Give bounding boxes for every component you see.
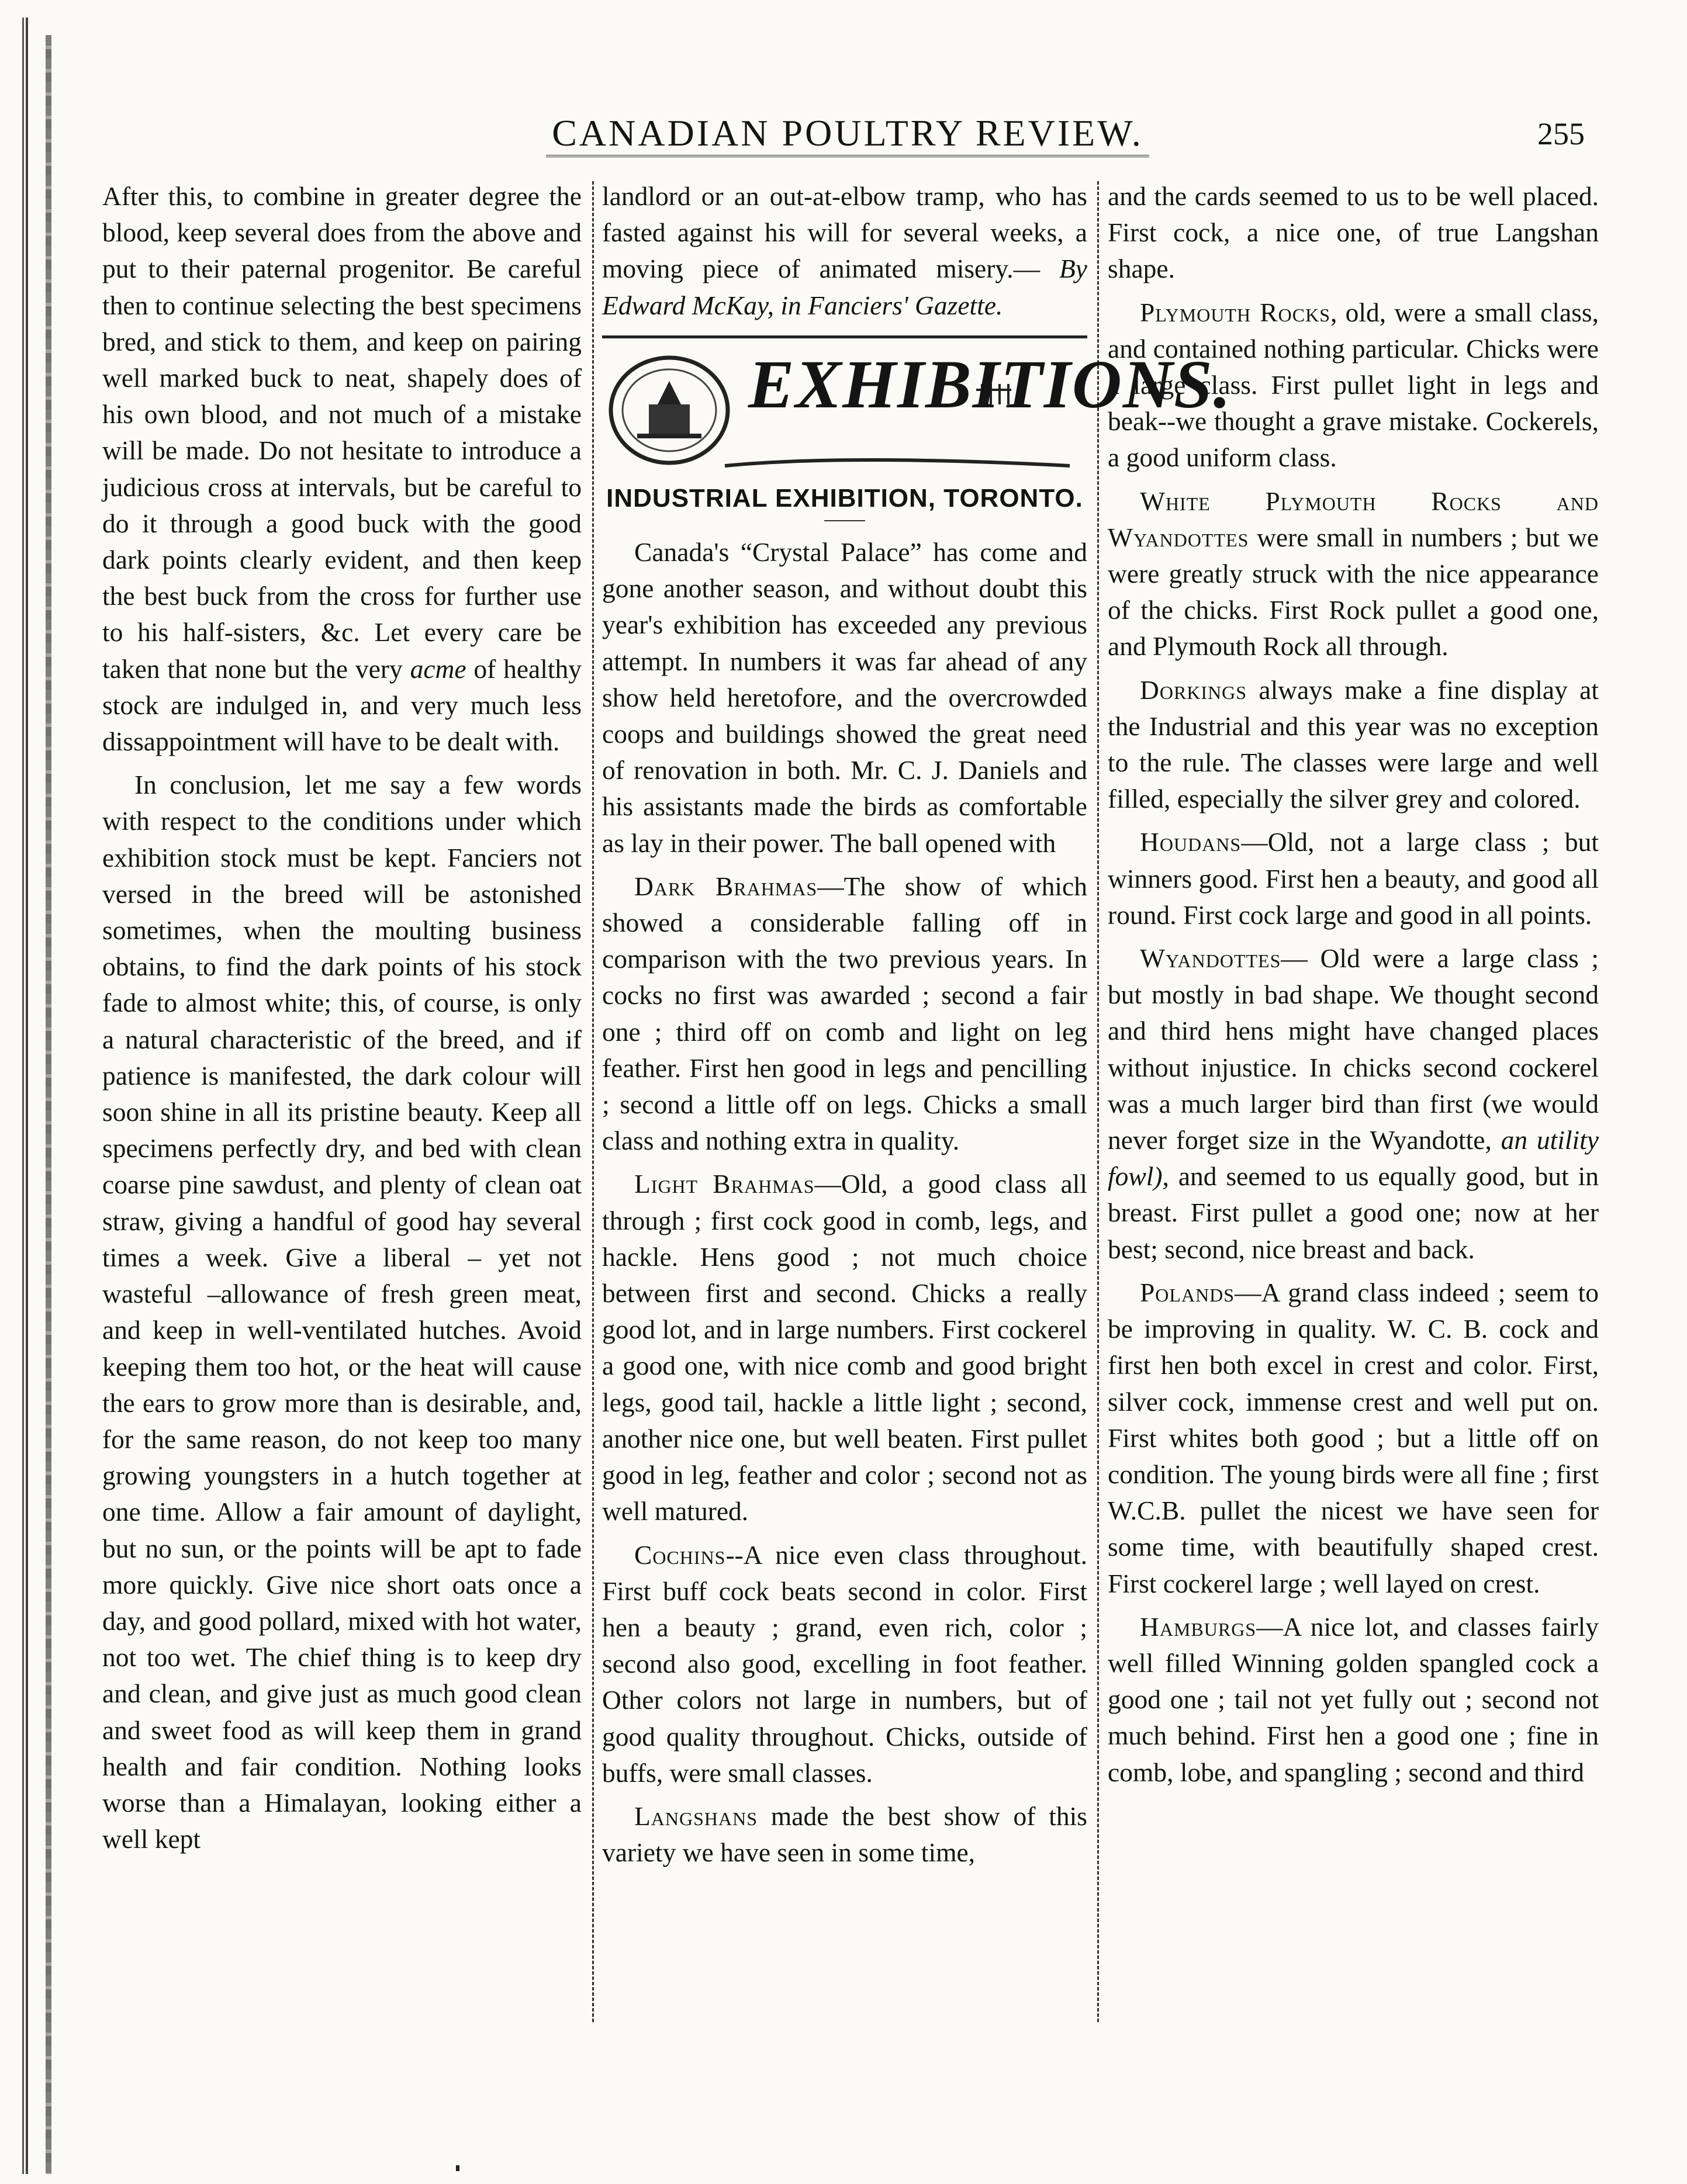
exhibitions-banner-title: EXHIBITIONS.	[748, 345, 1232, 423]
paragraph	[602, 1798, 1087, 1871]
section-heading: INDUSTRIAL EXHIBITION, TORONTO.	[606, 483, 1083, 513]
breed-label: Polands	[1140, 1277, 1235, 1307]
column-3	[1108, 178, 1599, 1798]
breed-label: Dorkings	[1140, 674, 1247, 705]
breed-label: Hamburgs	[1140, 1611, 1257, 1642]
paragraph-text: After this, to combine in greater degree the blood, keep several does from the above and put to their paternal progenitor. Be careful then to continue selecting the best specimens bred, and stick to them, and keep on pairing well marked buck to neat, shapely does of his own blood, and not much of a mistake will be made. Do not hesitate to introduce a judicious cross at intervals, but be careful to do it through a good buck with the good dark points clearly evident, and then keep the best buck from the cross for further use to his half-sisters, &c. Let every care be taken that none but the very	[102, 181, 582, 684]
paragraph	[102, 178, 582, 760]
paragraph	[602, 1166, 1087, 1529]
paragraph-text: , old, were a small class, and contained nothing particular. Chicks were a large class. First pullet light in legs and beak--we thought a grave mistake. Cockerels, a good uniform class.	[1108, 297, 1599, 473]
paragraph	[602, 868, 1087, 1160]
page-header	[552, 106, 1143, 162]
paragraph	[1108, 483, 1599, 665]
emphasis-text: an utility fowl),	[1108, 1125, 1599, 1192]
exhibitions-banner	[602, 345, 1232, 475]
paragraph-text: —The show of which showed a considerable falling off in comparison with the two previous years. In cocks no first was awarded ; second a fair one ; third off on comb and light on leg feather. First hen good in legs and pencilling ; second a little off on legs. Chicks a small class and nothing extra in quality.	[602, 871, 1087, 1156]
paragraph	[602, 178, 1087, 324]
breed-label: Light Brahmas	[634, 1169, 815, 1199]
paragraph	[1108, 672, 1599, 818]
paragraph-text: were small in numbers ; but we were greatly struck with the nice appearance of the chicks. First Rock pullet a good one, and Plymouth Rock all through.	[1108, 522, 1599, 662]
paragraph-text: made the best show of this variety we have seen in some time,	[602, 1801, 1088, 1868]
paragraph-text: landlord or an out-at-elbow tramp, who has fasted against his will for several weeks, a moving piece of animated misery.—	[602, 181, 1087, 284]
article-byline: By Edward McKay, in Fanciers' Gazette.	[602, 254, 1087, 320]
paragraph-text: always make a fine display at the Industrial and this year was no exception to the rule. The classes were large and well filled, especially the silver grey and colored.	[1108, 674, 1599, 814]
print-speck	[456, 2165, 459, 2171]
paragraph	[1108, 940, 1599, 1268]
breed-label: Plymouth Rocks	[1140, 297, 1331, 327]
breed-label: Dark Brahmas	[634, 871, 818, 901]
breed-label: Langshans	[634, 1801, 758, 1831]
paragraph-text: —A grand class indeed ; seem to be improving in quality. W. C. B. cock and first hen both excel in crest and color. First, silver cock, immense crest and well put on. First whites both good ; but a little off on condition. The young birds were all fine ; first W.C.B. pullet the nicest we have seen for some time, with beautifully shaped crest. First cockerel large ; well layed on crest.	[1108, 1277, 1599, 1598]
section-rule	[602, 335, 1087, 338]
paragraph: and the cards seemed to us to be well placed. First cock, a nice one, of true Langshan shape.	[1108, 181, 1599, 284]
paragraph-text: and seemed to us equally good, but in breast. First pullet a good one; now at her best; second, nice breast and back.	[1108, 1161, 1599, 1264]
paragraph	[1108, 1275, 1599, 1602]
paragraph-text: —Old, not a large class ; but winners good. First hen a beauty, and good all round. First cock large and good in all points.	[1108, 827, 1599, 930]
paragraph-text: — Old were a large class ; but mostly in bad shape. We thought second and third hens might have changed places without injustice. In chicks second cockerel was a much larger bird than first (we would never forget size in the Wyandotte,	[1108, 943, 1599, 1155]
paragraph	[1108, 1609, 1599, 1791]
paragraph	[1108, 295, 1599, 476]
paragraph	[1108, 824, 1599, 933]
page-number: 255	[1537, 116, 1585, 151]
column-1	[102, 178, 582, 1864]
paragraph-text: —A nice lot, and classes fairly well filled Winning golden spangled cock a good one ; tail not yet fully out ; second not much behind. First hen a good one ; fine in comb, lobe, and spangling ; second and third	[1108, 1611, 1599, 1787]
paragraph	[602, 1537, 1087, 1791]
breed-label: Cochins	[634, 1539, 726, 1570]
breed-label: Wyandottes	[1140, 943, 1281, 974]
page-binding-edge-shadow	[46, 35, 51, 2174]
paragraph-text: —Old, a good class all through ; first cock good in comb, legs, and hackle. Hens good ; not much choice between first and second. Chicks a really good lot, and in large numbers. First cockerel a good one, with nice comb and good bright legs, good tail, hackle a little light ; second, another nice one, but well beaten. First pullet good in leg, feather and color ; second not as well matured.	[602, 1169, 1087, 1527]
page-binding-edge	[22, 18, 30, 2174]
heading-rule	[824, 520, 865, 521]
column-divider-1	[592, 181, 594, 2022]
paragraph: Canada's “Crystal Palace” has come and gone another season, and without doubt this year's exhibition has exceeded any previous attempt. In numbers it was far ahead of any show held heretofore, and the overcrowded coops and buildings showed the great need of renovation in both. Mr. C. J. Daniels and his assistants made the birds as comfortable as lay in their power. The ball opened with	[602, 537, 1087, 858]
breed-label: Houdans	[1140, 827, 1242, 857]
column-divider-2	[1097, 181, 1099, 2022]
emphasis-text: acme	[410, 653, 466, 684]
paragraph: In conclusion, let me say a few words with respect to the conditions under which exhibition stock must be kept. Fanciers not versed in the breed will be astonished sometimes, when the moulting business obtains, to find the dark points of his stock fade to almost white; this, of course, is only a natural characteristic of the breed, and if patience is manifested, the dark colour will soon shine in all its pristine beauty. Keep all specimens perfectly dry, and bed with clean coarse pine sawdust, and plenty of clean oat straw, giving a handful of good hay several times a week. Give a liberal – yet not wasteful –allowance of fresh green meat, and keep in well-ventilated hutches. Avoid keeping them too hot, or the heat will cause the ears to grow more than is desirable, and, for the same reason, do not keep too many growing youngsters in a hutch together at one time. Allow a fair amount of daylight, but no sun, or the points will be apt to fade more quickly. Give nice short oats once a day, and good pollard, mixed with hot water, not too wet. The chief thing is to keep dry and clean, and give just as much good clean and sweet food as will keep them in grand health and fair condition. Nothing looks worse than a Himalayan, looking either a well kept	[102, 770, 582, 1854]
paragraph-text: --A nice even class throughout. First buff cock beats second in color. First hen a beauty ; grand, even rich, color ; second also good, excelling in foot feather. Other colors not large in numbers, but of good quality throughout. Chicks, outside of buffs, were small classes.	[602, 1539, 1087, 1788]
masthead-title: CANADIAN POULTRY REVIEW.	[546, 112, 1149, 157]
paragraph-text: of healthy stock are indulged in, and very much less dissappointment will have to be dealt with.	[102, 653, 582, 757]
breed-label: White Plymouth Rocks and Wyandottes	[1108, 486, 1599, 552]
